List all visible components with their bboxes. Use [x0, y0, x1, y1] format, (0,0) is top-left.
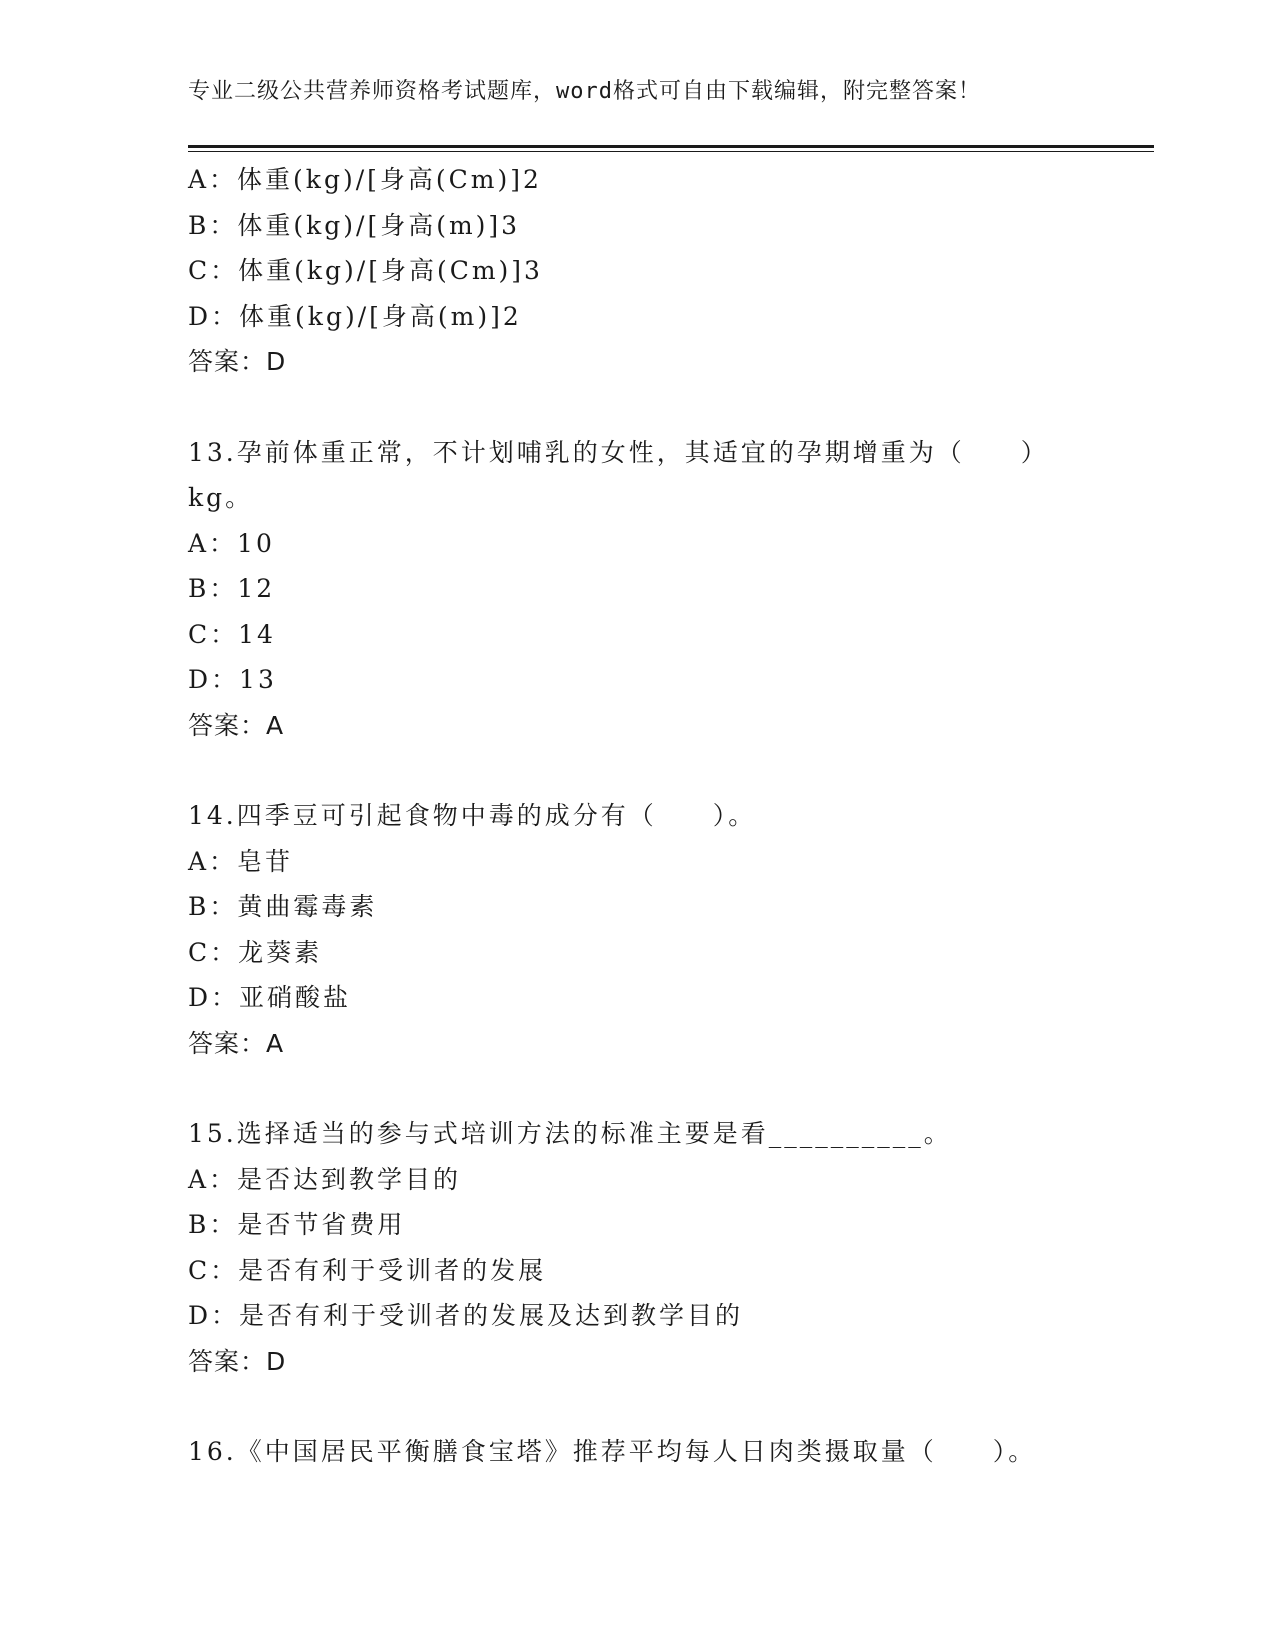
- option-a: A：10: [188, 528, 275, 558]
- option-c: C：体重(kg)/[身高(Cm)]3: [188, 256, 543, 285]
- option-b: B：黄曲霉毒素: [188, 892, 378, 921]
- question-13: [188, 430, 1128, 749]
- option-d: D：13: [188, 665, 277, 694]
- option-b: B：12: [188, 574, 276, 603]
- document-body: [188, 157, 1128, 1475]
- header-rule-thin: [188, 151, 1154, 152]
- option-d: D：是否有利于受训者的发展及达到教学目的: [188, 1301, 744, 1330]
- question-12-continued: [188, 157, 1128, 385]
- header-rule-thick: [188, 145, 1154, 148]
- answer: 答案：D: [188, 347, 287, 376]
- question-16: [188, 1429, 1128, 1475]
- option-d: D：亚硝酸盐: [188, 983, 352, 1012]
- question-stem: 15.选择适当的参与式培训方法的标准主要是看__________。: [188, 1119, 952, 1148]
- question-15: [188, 1111, 1128, 1384]
- page-header: 专业二级公共营养师资格考试题库，word格式可自由下载编辑，附完整答案！: [188, 79, 981, 104]
- option-c: C：14: [188, 619, 276, 649]
- answer: 答案：D: [188, 1346, 287, 1376]
- option-b: B：体重(kg)/[身高(m)]3: [188, 210, 521, 240]
- question-14: [188, 793, 1128, 1066]
- option-a: A：体重(kg)/[身高(Cm)]2: [188, 165, 542, 194]
- answer: 答案：A: [188, 1028, 285, 1058]
- option-b: B：是否节省费用: [188, 1210, 406, 1239]
- option-c: C：是否有利于受训者的发展: [188, 1255, 547, 1285]
- option-d: D：体重(kg)/[身高(m)]2: [188, 301, 522, 331]
- question-stem: 16.《中国居民平衡膳食宝塔》推荐平均每人日肉类摄取量（ ）。: [188, 1437, 1037, 1466]
- option-a: A：是否达到教学目的: [188, 1164, 462, 1194]
- option-a: A：皂苷: [188, 846, 294, 876]
- option-c: C：龙葵素: [188, 937, 323, 967]
- question-stem: 14.四季豆可引起食物中毒的成分有（ ）。: [188, 801, 757, 830]
- answer: 答案：A: [188, 710, 285, 740]
- question-stem: 13.孕前体重正常，不计划哺乳的女性，其适宜的孕期增重为（ ）: [188, 437, 1049, 467]
- question-stem-continued: kg。: [188, 483, 254, 512]
